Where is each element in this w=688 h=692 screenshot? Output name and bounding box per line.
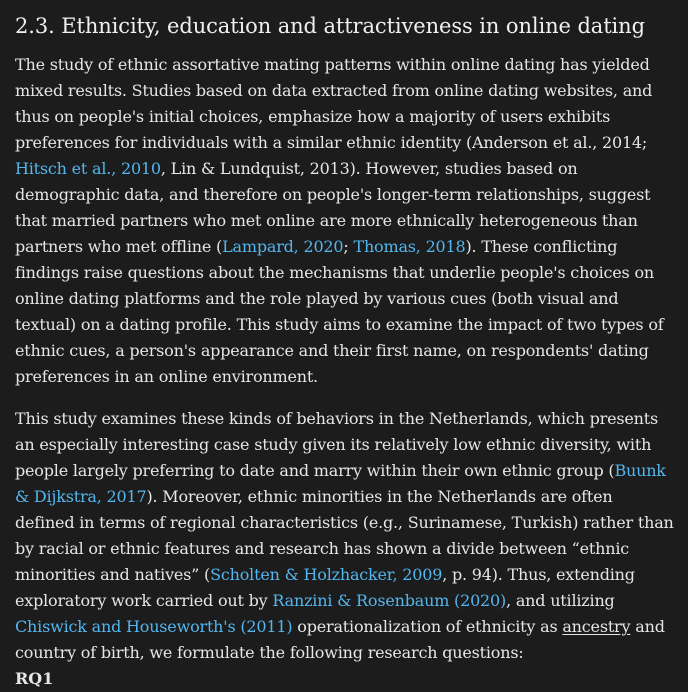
paragraph-2: [15, 406, 674, 666]
paragraph-text: and country of birth, we formulate the following research questions:: [15, 617, 665, 662]
glossary-term-ancestry[interactable]: ancestry: [562, 617, 631, 636]
citation-link-ranzini[interactable]: Ranzini & Rosenbaum (2020): [272, 591, 507, 610]
paragraph-text: ;: [343, 237, 354, 256]
paragraph-text: , Lin & Lundquist, 2013). However, studies based on demographic data, and therefore on people's longer-term relationships, suggest that married partners who met online are more ethnically heterogeneous than partners who met offline (: [15, 159, 651, 256]
citation-link-buunk[interactable]: Buunk & Dijkstra, 2017: [15, 461, 666, 506]
paragraph-text: operationalization of ethnicity as: [292, 617, 563, 636]
citation-link-lampard[interactable]: Lampard, 2020: [222, 237, 344, 256]
paragraph-text: The study of ethnic assortative mating patterns within online dating has yielded mixed results. Studies based on data extracted from online dating websites, and thus on people's initial choices, emphasize how a majority of users exhibits preferences for individuals with a similar ethnic identity (Anderson et al., 2014;: [15, 55, 653, 152]
section-heading: 2.3. Ethnicity, education and attractiveness in online dating: [15, 14, 645, 38]
paragraph-text: ). These conflicting findings raise questions about the mechanisms that underlie people's choices on online dating platforms and the role played by various cues (both visual and textual) on a dating profile. This study aims to examine the impact of two types of ethnic cues, a person's appearance and their first name, on respondents' dating preferences in an online environment.: [15, 237, 664, 386]
citation-link-chiswick[interactable]: Chiswick and Houseworth's (2011): [15, 617, 293, 636]
paragraph-text: ). Moreover, ethnic minorities in the Netherlands are often defined in terms of regional characteristics (e.g., Surinamese, Turkish) rather than by racial or ethnic features and research has shown a divide between “ethnic minorities and natives” (: [15, 487, 674, 584]
citation-link-scholten[interactable]: Scholten & Holzhacker, 2009: [210, 565, 443, 584]
citation-link-hitsch[interactable]: Hitsch et al., 2010: [15, 159, 161, 178]
paragraph-text: , and utilizing: [506, 591, 615, 610]
citation-link-thomas[interactable]: Thomas, 2018: [353, 237, 466, 256]
paragraph-text: This study examines these kinds of behaviors in the Netherlands, which presents an especially interesting case study given its relatively low ethnic diversity, with people largely preferring to date and marry within their own ethnic group (: [15, 409, 659, 480]
paragraph-text: , p. 94). Thus, extending exploratory work carried out by: [15, 565, 635, 610]
research-question-label: RQ1: [15, 669, 54, 688]
paragraph-1: [15, 52, 674, 390]
